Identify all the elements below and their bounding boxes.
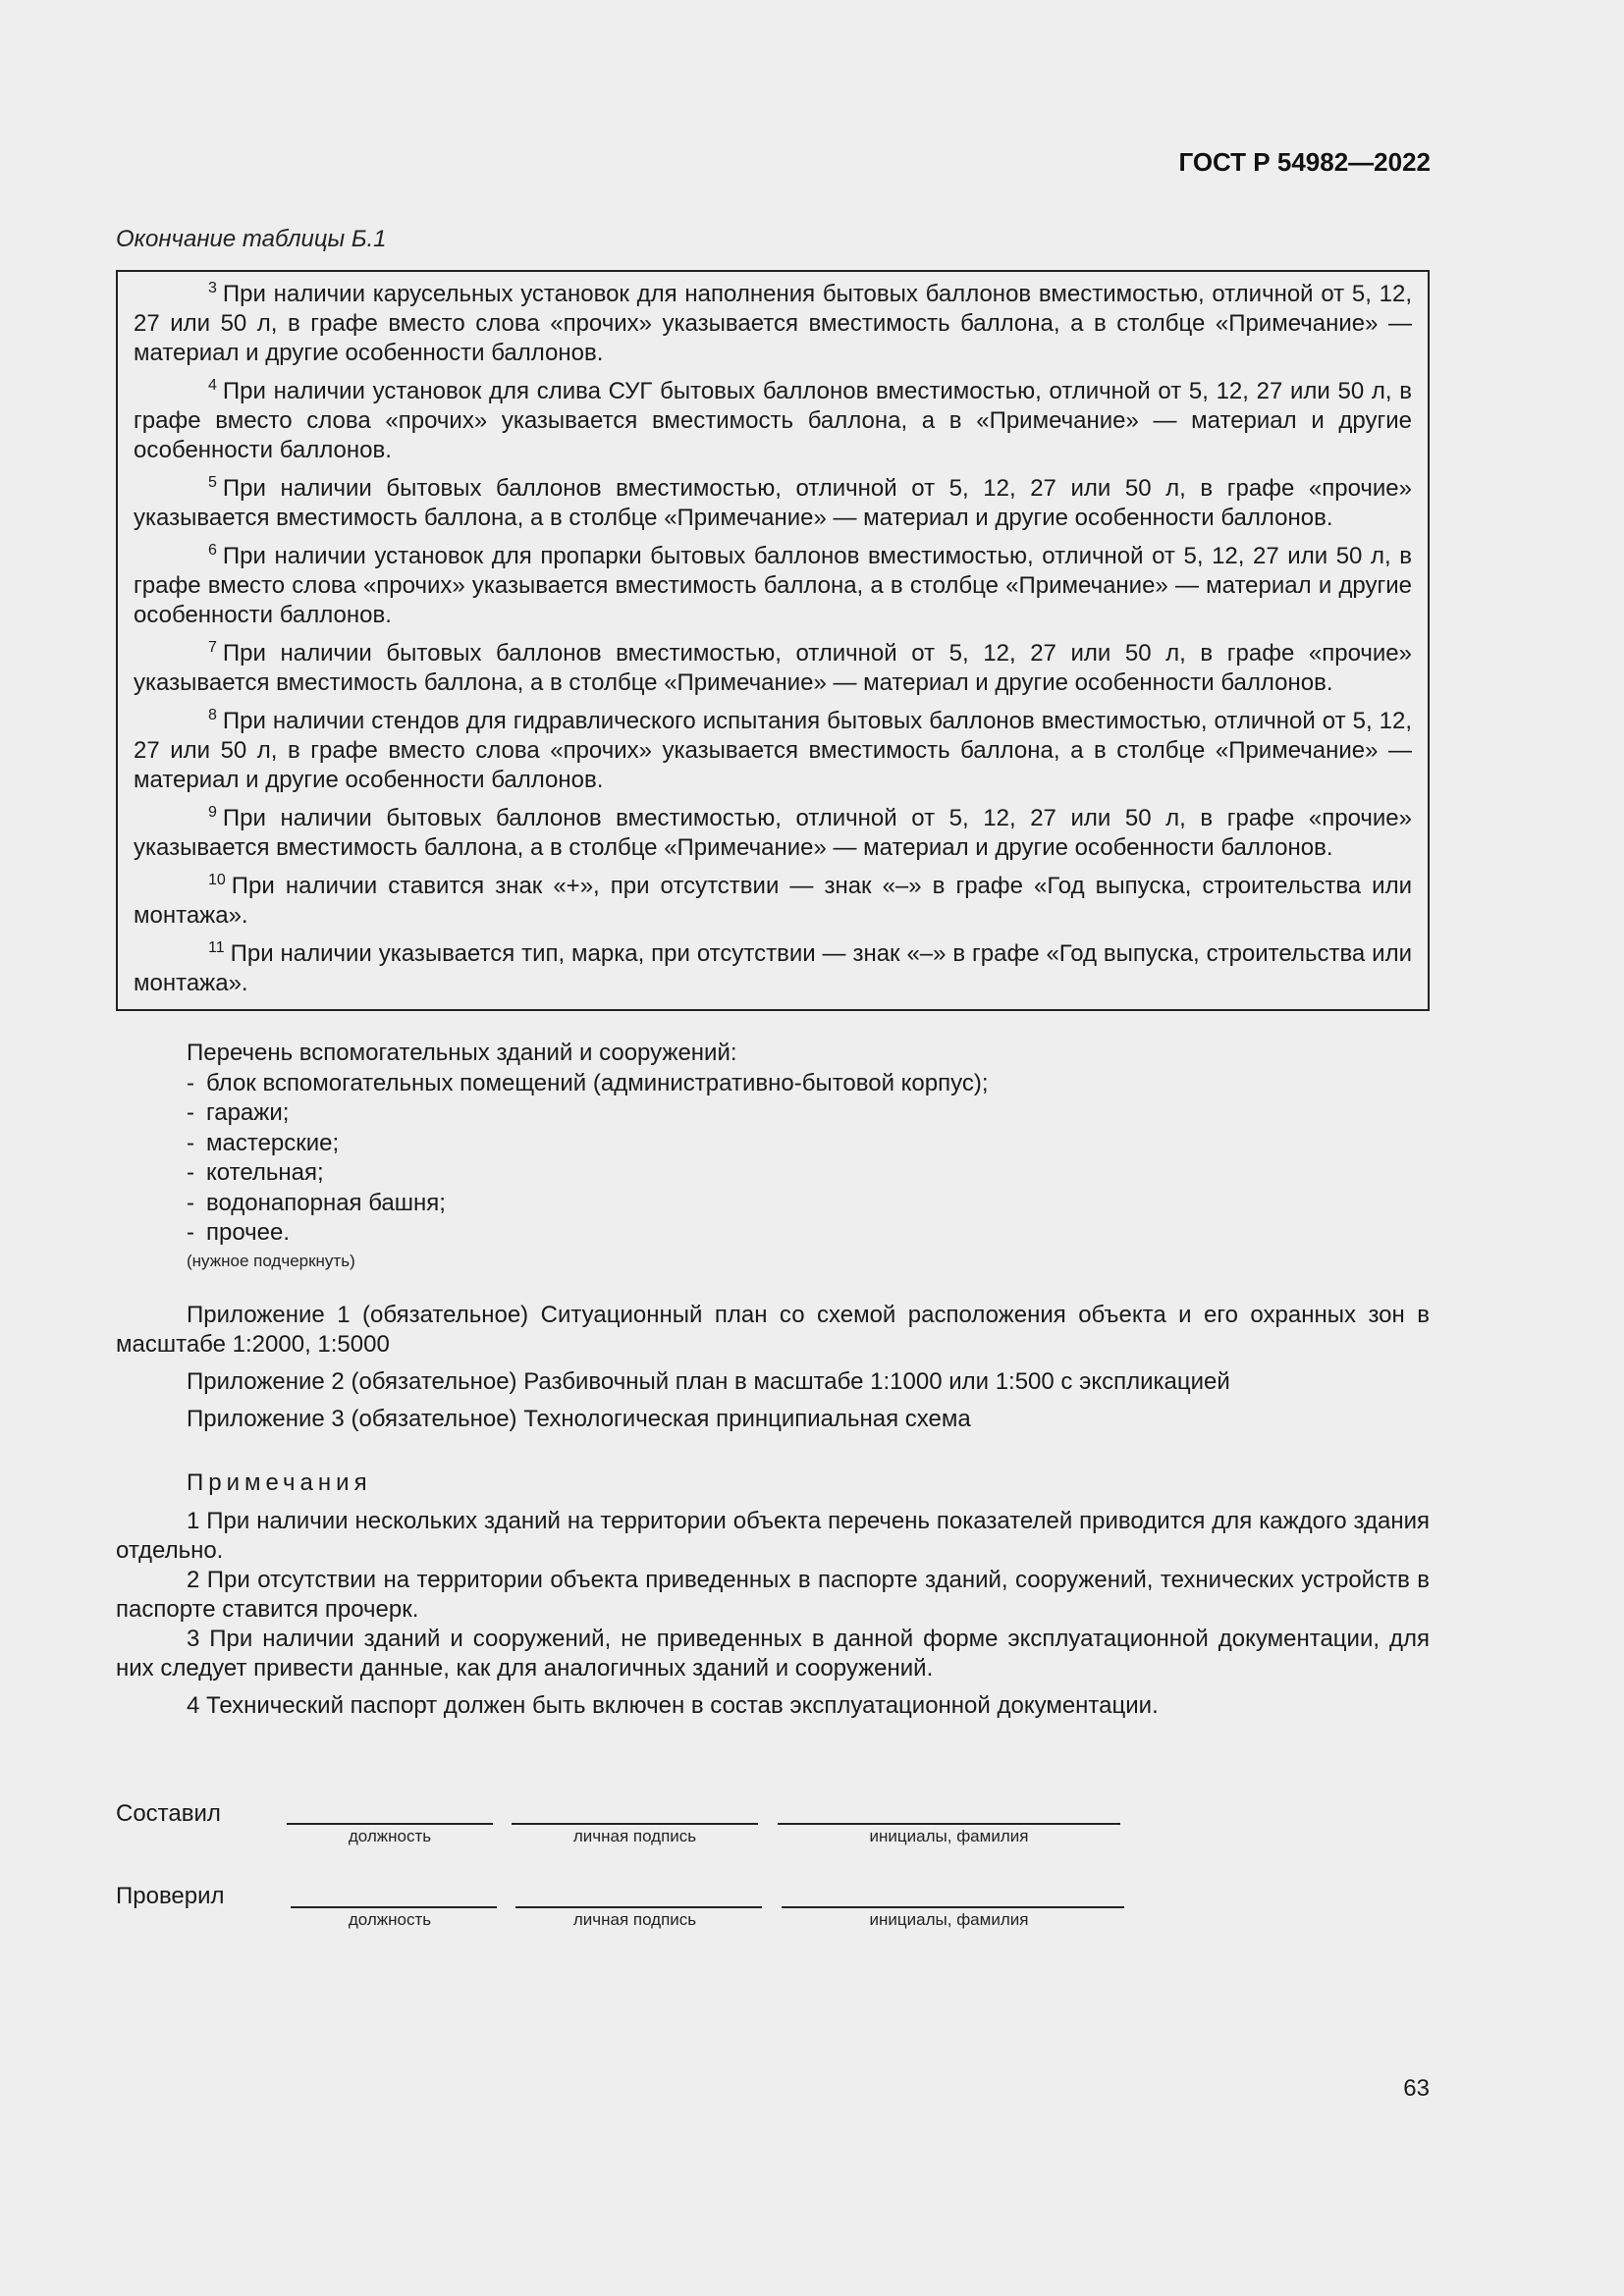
list-item: - мастерские;: [187, 1129, 340, 1156]
footnote-11: $^{11}$ При наличии указывается тип, марка, при отсутствии — знак «–» в графе «Год выпуска, строительства или монтажа».: [134, 939, 1412, 996]
footnote-7: $^7$ При наличии бытовых баллонов вместимостью, отличной от 5, 12, 27 или 50 л, в графе «прочие» указывается вместимость баллона, а в столбце «Примечание» — материал и другие особенности баллонов.: [134, 639, 1412, 696]
appendix-2: Приложение 2 (обязательное) Разбивочный план в масштабе 1:1000 или 1:500 с экспликацией: [187, 1368, 1230, 1395]
list-item: - блок вспомогательных помещений (административно-бытовой корпус);: [187, 1069, 989, 1096]
table-caption: Окончание таблицы Б.1: [116, 226, 387, 252]
footnote-3: $^3$ При наличии карусельных установок для наполнения бытовых баллонов вместимостью, отличной от 5, 12, 27 или 50 л, в графе вместо слова «прочих» указывается вместимость баллона, а в столбце «Примечание» — материал и другие особенности баллонов.: [134, 280, 1412, 366]
footnote-8: $^8$ При наличии стендов для гидравлического испытания бытовых баллонов вместимостью, отличной от 5, 12, 27 или 50 л, в графе вместо слова «прочих» указывается вместимость баллона, а в столбце «Примечание» — материал и другие особенности баллонов.: [134, 707, 1412, 793]
name-line[interactable]: [782, 1906, 1124, 1908]
note-3: 3 При наличии зданий и сооружений, не приведенных в данной форме эксплуатационной документации, для них следует привести данные, как для аналогичных зданий и сооружений.: [116, 1626, 1430, 1682]
footnotes-box: [116, 270, 1430, 1011]
appendices-list: [116, 1301, 1430, 1442]
signature-caption: личная подпись: [572, 1910, 697, 1929]
name-line[interactable]: [778, 1823, 1120, 1825]
list-item: - прочее.: [187, 1219, 291, 1246]
aux-buildings-list: [187, 1039, 989, 1272]
footnote-5: $^5$ При наличии бытовых баллонов вместимостью, отличной от 5, 12, 27 или 50 л, в графе «прочие» указывается вместимость баллона, а в столбце «Примечание» — материал и другие особенности баллонов.: [134, 474, 1412, 531]
note-1: 1 При наличии нескольких зданий на территории объекта перечень показателей приводится для каждого здания отдельно.: [116, 1508, 1430, 1564]
signature-line[interactable]: [512, 1823, 758, 1825]
position-caption: должность: [348, 1827, 432, 1845]
compiled-by-label: Составил: [116, 1800, 221, 1827]
list-item: - гаражи;: [187, 1099, 290, 1126]
footnote-9: $^9$ При наличии бытовых баллонов вместимостью, отличной от 5, 12, 27 или 50 л, в графе «прочие» указывается вместимость баллона, а в столбце «Примечание» — материал и другие особенности баллонов.: [134, 804, 1412, 861]
name-caption: инициалы, фамилия: [869, 1910, 1029, 1929]
position-line[interactable]: [291, 1906, 497, 1908]
footnote-4: $^4$ При наличии установок для слива СУГ бытовых баллонов вместимостью, отличной от 5, 12, 27 или 50 л, в графе вместо слова «прочих» указывается вместимость баллона, а в «Примечание» — материал и другие особенности баллонов.: [134, 377, 1412, 463]
note-2: 2 При отсутствии на территории объекта приведенных в паспорте зданий, сооружений, технических устройств в паспорте ставится прочерк.: [116, 1567, 1430, 1623]
list-item: - котельная;: [187, 1159, 324, 1186]
underline-hint: (нужное подчеркнуть): [187, 1251, 355, 1270]
checked-by-label: Проверил: [116, 1883, 225, 1909]
footnote-6: $^6$ При наличии установок для пропарки бытовых баллонов вместимостью, отличной от 5, 12, 27 или 50 л, в графе вместо слова «прочих» указывается вместимость баллона, а в столбце «Примечание» — материал и другие особенности баллонов.: [134, 542, 1412, 628]
position-caption: должность: [348, 1910, 432, 1929]
signature-line[interactable]: [515, 1906, 762, 1908]
note-4: 4 Технический паспорт должен быть включен в состав эксплуатационной документации.: [187, 1692, 1159, 1719]
notes-title: Примечания: [187, 1469, 372, 1496]
name-caption: инициалы, фамилия: [869, 1827, 1029, 1845]
footnote-10: $^{10}$ При наличии ставится знак «+», при отсутствии — знак «–» в графе «Год выпуска, строительства или монтажа».: [134, 872, 1412, 929]
aux-buildings-title: Перечень вспомогательных зданий и сооружений:: [187, 1040, 737, 1066]
page-number: 63: [1403, 2075, 1430, 2102]
position-line[interactable]: [287, 1823, 493, 1825]
document-code: ГОСТ Р 54982—2022: [1178, 147, 1431, 177]
signature-caption: личная подпись: [572, 1827, 697, 1845]
appendix-1: Приложение 1 (обязательное) Ситуационный план со схемой расположения объекта и его охранных зон в масштабе 1:2000, 1:5000: [116, 1302, 1430, 1358]
notes-list: [116, 1507, 1430, 1721]
appendix-3: Приложение 3 (обязательное) Технологическая принципиальная схема: [187, 1406, 971, 1432]
list-item: - водонапорная башня;: [187, 1189, 446, 1216]
